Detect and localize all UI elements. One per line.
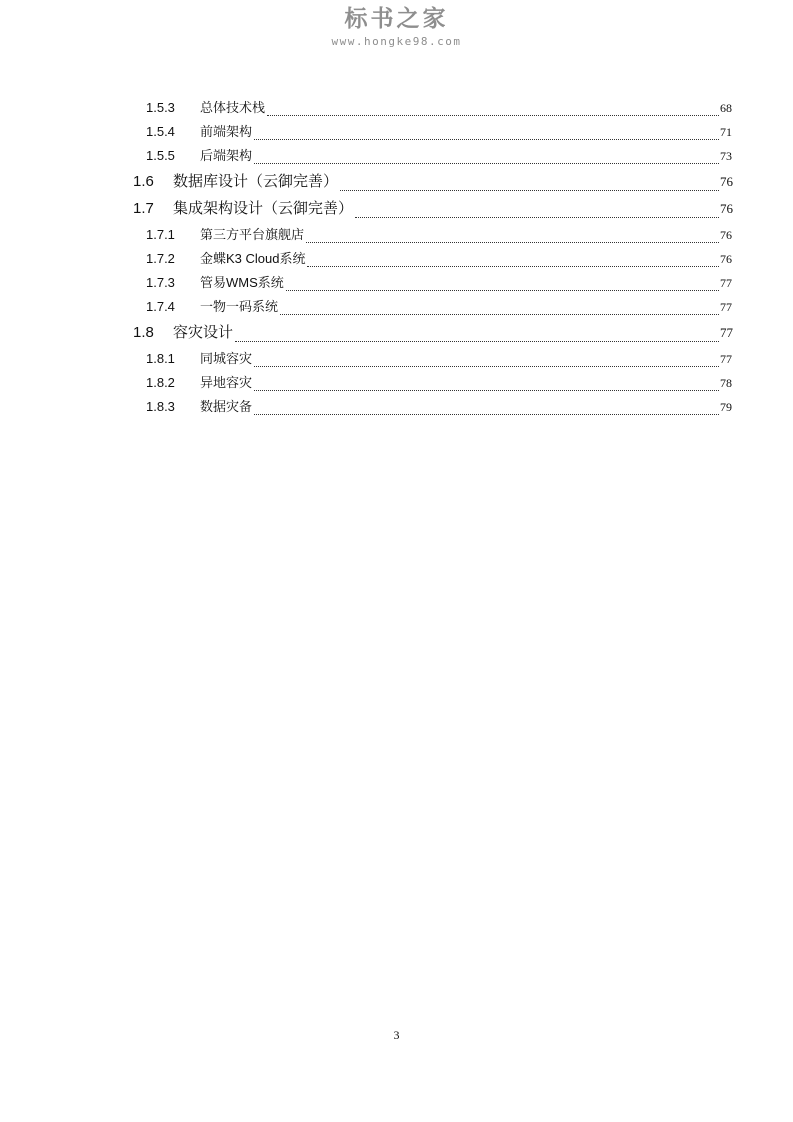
toc-entry-title: 异地容灾 bbox=[200, 375, 253, 390]
toc-entry[interactable] bbox=[146, 347, 732, 371]
watermark-logo bbox=[0, 4, 793, 48]
dot-leader bbox=[307, 266, 719, 267]
dot-leader bbox=[254, 163, 719, 164]
toc-entry-title: 金蝶K3 Cloud系统 bbox=[200, 251, 306, 266]
dot-leader bbox=[306, 242, 719, 243]
toc-entry[interactable] bbox=[146, 271, 732, 295]
toc-entry[interactable] bbox=[133, 169, 733, 195]
toc-entry[interactable] bbox=[146, 96, 732, 120]
dot-leader bbox=[286, 290, 719, 291]
toc-entry[interactable] bbox=[146, 371, 732, 395]
toc-entry-title: 一物一码系统 bbox=[200, 299, 279, 314]
toc-entry-title: 同城容灾 bbox=[200, 351, 253, 366]
toc-entry-title: 管易WMS系统 bbox=[200, 275, 284, 290]
toc-entry-number: 1.8.2 bbox=[146, 375, 175, 390]
dot-leader bbox=[355, 217, 719, 218]
toc-entry-number: 1.7.3 bbox=[146, 275, 175, 290]
toc-entry-page: 76 bbox=[720, 252, 732, 266]
toc-entry[interactable] bbox=[146, 223, 732, 247]
toc-entry-title: 前端架构 bbox=[200, 124, 253, 139]
toc-entry-page: 78 bbox=[720, 376, 732, 390]
toc-entry-number: 1.8.3 bbox=[146, 399, 175, 414]
dot-leader bbox=[254, 414, 719, 415]
toc-entry-page: 77 bbox=[720, 300, 732, 314]
dot-leader bbox=[340, 190, 719, 191]
toc-entry-title: 总体技术栈 bbox=[200, 100, 266, 115]
toc-entry[interactable] bbox=[146, 120, 732, 144]
toc-entry-number: 1.5.4 bbox=[146, 124, 175, 139]
toc-entry-number: 1.6 bbox=[133, 173, 154, 190]
toc-entry-number: 1.8 bbox=[133, 324, 154, 341]
toc-entry[interactable] bbox=[133, 196, 733, 222]
toc-entry[interactable] bbox=[146, 295, 732, 319]
toc-entry-page: 76 bbox=[720, 201, 733, 216]
page-number: 3 bbox=[393, 1028, 400, 1042]
toc-entry-title: 集成架构设计（云御完善） bbox=[173, 200, 354, 217]
toc-entry-page: 71 bbox=[720, 125, 732, 139]
toc-entry-title: 数据灾备 bbox=[200, 399, 253, 414]
toc-entry-page: 73 bbox=[720, 149, 732, 163]
toc-entry-page: 79 bbox=[720, 400, 732, 414]
dot-leader bbox=[280, 314, 719, 315]
dot-leader bbox=[254, 366, 719, 367]
toc-entry-page: 77 bbox=[720, 276, 732, 290]
toc-entry-number: 1.7 bbox=[133, 200, 154, 217]
toc-entry-page: 76 bbox=[720, 228, 732, 242]
toc-entry-title: 容灾设计 bbox=[173, 324, 234, 341]
toc-entry[interactable] bbox=[146, 395, 732, 419]
toc-entry-page: 77 bbox=[720, 352, 732, 366]
toc-entry-page: 68 bbox=[720, 101, 732, 115]
toc-entry[interactable] bbox=[133, 320, 733, 346]
watermark-url: www.hongke98.com bbox=[331, 35, 462, 48]
toc-entry-number: 1.8.1 bbox=[146, 351, 175, 366]
toc-entry-number: 1.5.3 bbox=[146, 100, 175, 115]
toc-entry-number: 1.7.1 bbox=[146, 227, 175, 242]
watermark-title: 标书之家 bbox=[344, 6, 449, 32]
toc-entry-title: 数据库设计（云御完善） bbox=[173, 173, 339, 190]
toc-entry-number: 1.7.2 bbox=[146, 251, 175, 266]
toc-entry-title: 后端架构 bbox=[200, 148, 253, 163]
toc-entry-number: 1.7.4 bbox=[146, 299, 175, 314]
dot-leader bbox=[254, 139, 719, 140]
toc-entry-number: 1.5.5 bbox=[146, 148, 175, 163]
toc-entry-title: 第三方平台旗舰店 bbox=[200, 227, 305, 242]
toc-entry[interactable] bbox=[146, 144, 732, 168]
dot-leader bbox=[235, 341, 719, 342]
toc-entry[interactable] bbox=[146, 247, 732, 271]
dot-leader bbox=[267, 115, 719, 116]
dot-leader bbox=[254, 390, 719, 391]
toc-entry-page: 76 bbox=[720, 174, 733, 189]
toc-entry-page: 77 bbox=[720, 325, 733, 340]
